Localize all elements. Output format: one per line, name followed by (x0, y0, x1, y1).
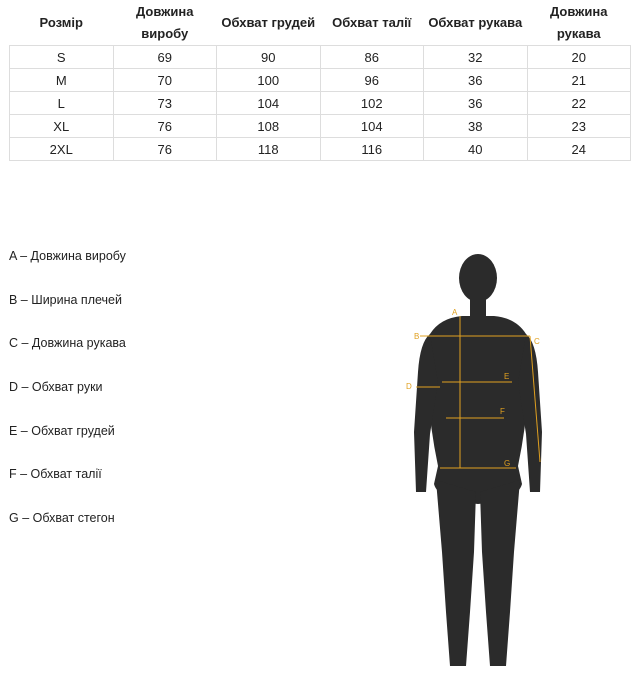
table-cell: 38 (424, 115, 528, 138)
table-row (10, 115, 631, 138)
table-cell: 22 (527, 92, 631, 115)
header-waist: Обхват талії (320, 0, 424, 46)
label-a: A (452, 308, 458, 317)
legend-item-g: G – Обхват стегон (9, 511, 115, 526)
head-shape (459, 254, 497, 302)
table-cell: 76 (113, 115, 217, 138)
table-header-row (10, 0, 631, 46)
body-silhouette (414, 254, 542, 666)
label-g: G (504, 459, 511, 468)
table-cell: 104 (320, 115, 424, 138)
table-cell: 36 (424, 69, 528, 92)
table-cell: M (10, 69, 114, 92)
measurement-legend (9, 240, 126, 546)
label-c: C (534, 337, 540, 346)
size-chart-table (9, 0, 631, 161)
table-cell: 69 (113, 46, 217, 69)
table-cell: S (10, 46, 114, 69)
table-cell: 116 (320, 138, 424, 161)
body-measurement-figure (400, 252, 550, 672)
right-leg-shape (436, 480, 476, 666)
table-cell: XL (10, 115, 114, 138)
legend-item-c: C – Довжина рукава (9, 336, 126, 351)
legend-item-d: D – Обхват руки (9, 380, 103, 395)
label-d: D (406, 382, 412, 391)
table-cell: 104 (217, 92, 321, 115)
label-f: F (500, 407, 505, 416)
table-cell: 36 (424, 92, 528, 115)
table-cell: 23 (527, 115, 631, 138)
table-cell: 108 (217, 115, 321, 138)
table-cell: 32 (424, 46, 528, 69)
label-b: B (414, 332, 420, 341)
table-row (10, 69, 631, 92)
legend-item-b: B – Ширина плечей (9, 292, 122, 307)
left-leg-shape (480, 480, 520, 666)
table-cell: L (10, 92, 114, 115)
header-sleeve-girth: Обхват рукава (424, 0, 528, 46)
table-cell: 96 (320, 69, 424, 92)
header-chest: Обхват грудей (217, 0, 321, 46)
table-cell: 24 (527, 138, 631, 161)
table-cell: 2XL (10, 138, 114, 161)
header-sleeve-length: Довжина рукава (527, 0, 631, 46)
table-cell: 100 (217, 69, 321, 92)
table-row (10, 46, 631, 69)
table-cell: 73 (113, 92, 217, 115)
label-e: E (504, 372, 510, 381)
table-cell: 76 (113, 138, 217, 161)
table-cell: 118 (217, 138, 321, 161)
table-cell: 102 (320, 92, 424, 115)
legend-item-a: A – Довжина виробу (9, 249, 126, 263)
table-row (10, 92, 631, 115)
torso-shape (428, 316, 528, 504)
table-cell: 21 (527, 69, 631, 92)
header-length: Довжина виробу (113, 0, 217, 46)
table-cell: 86 (320, 46, 424, 69)
legend-item-f: F – Обхват талії (9, 467, 102, 482)
legend-item-e: E – Обхват грудей (9, 423, 115, 438)
header-size: Розмір (10, 0, 114, 46)
table-row (10, 138, 631, 161)
table-cell: 20 (527, 46, 631, 69)
neck-shape (470, 297, 486, 319)
table-cell: 70 (113, 69, 217, 92)
table-cell: 90 (217, 46, 321, 69)
table-cell: 40 (424, 138, 528, 161)
